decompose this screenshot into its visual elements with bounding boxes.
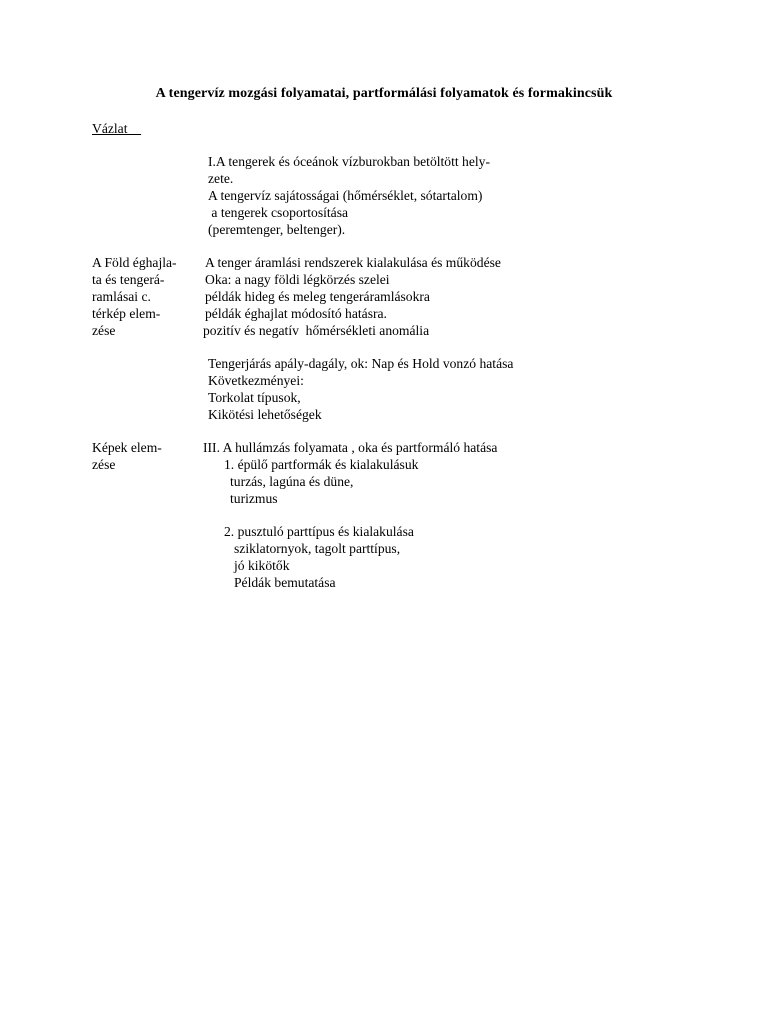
block3-line: Következményei: (208, 373, 304, 388)
block2-right-line: pozitív és negatív hőmérsékleti anomália (203, 323, 430, 338)
block2-left-line: térkép elem- (92, 306, 161, 321)
block4-left-line: zése (92, 457, 116, 472)
block1-line: a tengerek csoportosítása (208, 205, 349, 220)
block5-line: Példák bemutatása (234, 575, 336, 590)
block2-right-line: példák hideg és meleg tengeráramlásokra (205, 289, 430, 304)
block4-right-line: III. A hullámzás folyamata , oka és partformáló hatása (203, 440, 498, 455)
block4-right-line: turizmus (230, 491, 278, 506)
outline-label: Vázlat (92, 121, 142, 136)
block3-line: Tengerjárás apály-dagály, ok: Nap és Hold vonzó hatása (208, 356, 514, 371)
block4-right-line: 1. épülő partformák és kialakulásuk (224, 457, 419, 472)
block1-line: A tengervíz sajátosságai (hőmérséklet, sótartalom) (208, 188, 483, 203)
block2-left-line: ramlásai c. (92, 289, 151, 304)
block5-line: jó kikötők (234, 558, 290, 573)
block5-line: sziklatornyok, tagolt parttípus, (234, 541, 401, 556)
block2-right-line: Oka: a nagy földi légkörzés szelei (205, 272, 390, 287)
block3-line: Torkolat típusok, (208, 390, 301, 405)
block4-left-line: Képek elem- (92, 440, 162, 455)
document-title: A tengervíz mozgási folyamatai, partformálási folyamatok és formakincsük (155, 86, 613, 101)
block1-line: zete. (208, 171, 234, 186)
block5-line: 2. pusztuló parttípus és kialakulása (224, 524, 414, 539)
block3-line: Kikötési lehetőségek (208, 407, 322, 422)
block1-line: (peremtenger, beltenger). (208, 222, 346, 237)
block2-right-line: A tenger áramlási rendszerek kialakulása és működése (205, 255, 501, 270)
block1-line: I.A tengerek és óceánok vízburokban betöltött hely- (208, 154, 490, 169)
block2-left-line: zése (92, 323, 116, 338)
block4-right-line: turzás, lagúna és düne, (230, 474, 354, 489)
block2-left-line: ta és tengerá- (92, 272, 165, 287)
block2-right-line: példák éghajlat módosító hatásra. (205, 306, 387, 321)
block2-left-line: A Föld éghajla- (92, 255, 177, 270)
